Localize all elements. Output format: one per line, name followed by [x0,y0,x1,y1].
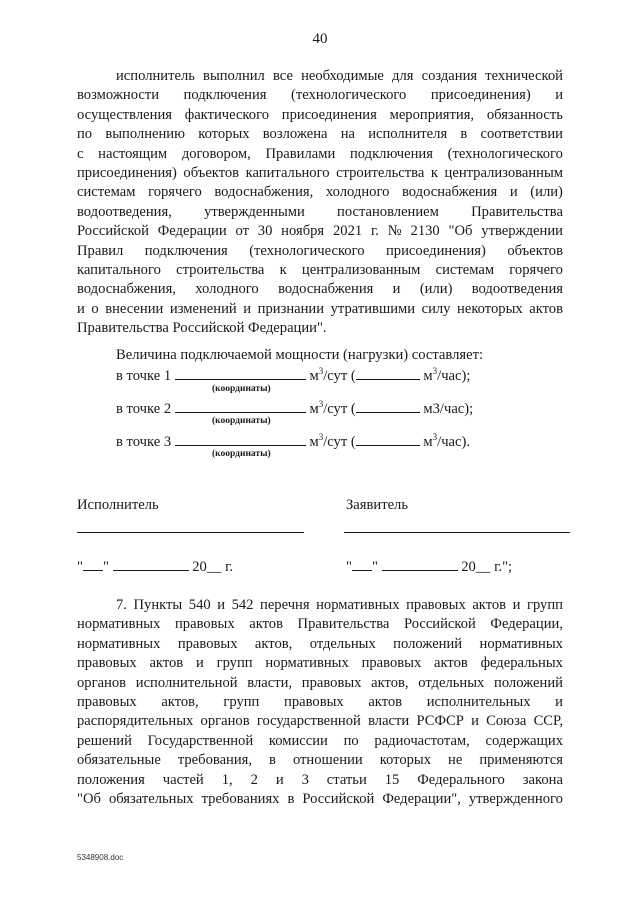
text-line: Правил подключения (технологического присоединения) объектов [77,242,563,259]
text-line: Правительства Российской Федерации". [77,320,327,337]
executor-label: Исполнитель [77,497,159,513]
applicant-signature-line [344,532,570,533]
text-line: органов исполнительной власти, правовых актов, отдельных положений [77,674,563,691]
text-line: водоснабжения, холодного водоснабжения и (или) водоотведения [77,281,563,298]
text-line: "Об обязательных требованиях в Российской Федерации", утвержденного [77,791,563,808]
coordinates-caption-3: (координаты) [212,449,271,459]
page-number: 40 [312,31,328,47]
coordinates-blank [175,399,306,413]
point-row-2 [116,399,473,418]
capacity-label: Величина подключаемой мощности (нагрузки) составляет: [116,347,484,363]
text-line: осуществления фактического присоединения мероприятия, обязанность [77,106,563,123]
daily-unit: $м^3$/сут ( [309,366,356,384]
executor-signature-line [77,532,304,533]
text-line: и о внесении изменений и признании утратившими силу некоторых актов [77,300,563,317]
point-prefix: в точке 3 [116,434,172,450]
text-line: системам горячего водоснабжения, холодного водоснабжения и (или) [77,184,563,201]
coordinates-caption-2: (координаты) [212,416,271,426]
point-row-3 [116,432,470,451]
value-blank [356,366,420,380]
text-line: водоотведения, утвержденными постановлением Правительства [77,203,563,220]
text-line: правовых актов и групп нормативных правовых актов федеральных [77,655,563,672]
text-line: возможности подключения (технологического присоединения) и [77,87,563,104]
text-line: по выполнению которых возложена на исполнителя в соответствии [77,126,563,143]
coordinates-caption-1: (координаты) [212,384,271,394]
point-row-1 [116,366,470,385]
point-prefix: в точке 2 [116,401,172,417]
text-line: распорядительных органов государственной власти РСФСР и Союза ССР, [77,713,563,730]
coordinates-blank [175,432,306,446]
paragraph-1 [77,67,563,339]
text-line: правовых актов, групп правовых актов исполнительных и [77,694,563,711]
text-line: присоединения) объектов капитального строительства к централизованным [77,165,563,182]
applicant-date: " " 20__ г."; [346,559,513,575]
paragraph-7 [77,596,563,809]
daily-unit: $м^3$/сут ( [309,399,356,417]
hourly-unit: м3/час); [423,401,474,417]
value-blank [356,399,420,413]
text-line: исполнитель выполнил все необходимые для создания технической [116,68,563,84]
text-line: положения частей 1, 2 и 3 статьи 15 Федерального закона [77,771,563,788]
value-blank [356,432,420,446]
text-line: нормативных правовых актов Правительства Российской Федерации, [77,616,563,633]
hourly-unit: $м^3/час$); [423,366,471,384]
coordinates-blank [175,366,306,380]
point-prefix: в точке 1 [116,368,172,384]
hourly-unit: $м^3/час$). [423,432,470,450]
text-line: 7. Пункты 540 и 542 перечня нормативных правовых актов и групп [116,597,563,613]
text-line: нормативных правовых актов, отдельных положений нормативных [77,635,563,652]
text-line: с настоящим договором, Правилами подключения (технологического [77,145,563,162]
applicant-label: Заявитель [346,497,408,513]
footer-doc-code: 5348908.doc [77,853,124,862]
executor-date: " " 20__ г. [77,559,234,575]
text-line: решений Государственной комиссии по радиочастотам, содержащих [77,732,563,749]
daily-unit: $м^3$/сут ( [309,432,356,450]
text-line: капитального строительства к централизованным системам горячего [77,262,563,279]
applicant-year: 20__ г."; [461,559,513,575]
executor-year: 20__ г. [192,559,234,575]
text-line: Российской Федерации от 30 ноября 2021 г. № 2130 "Об утверждении [77,223,563,240]
text-line: обязательные требования, в отношении которых не применяются [77,752,563,769]
